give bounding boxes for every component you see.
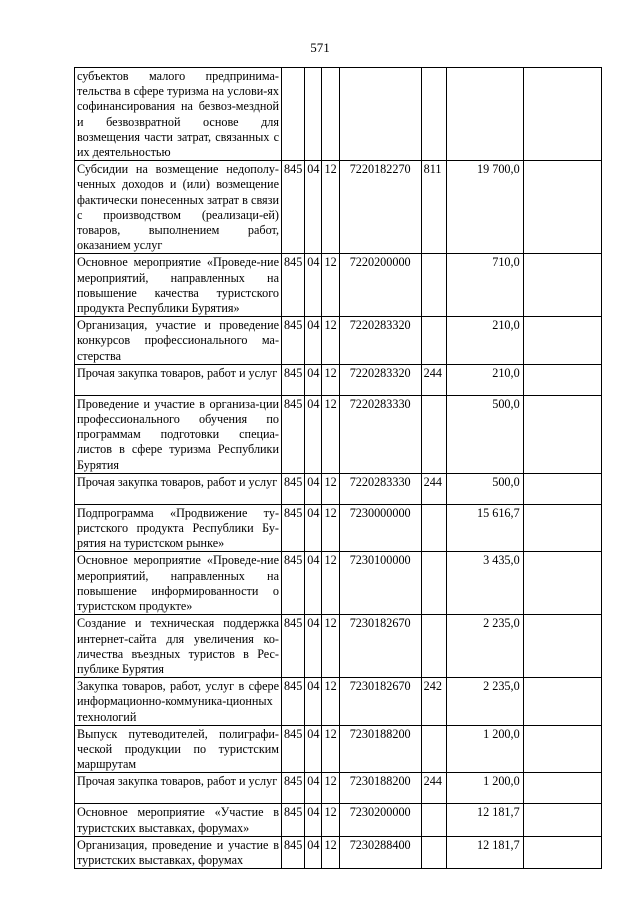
empty-cell bbox=[523, 254, 601, 317]
amount: 500,0 bbox=[446, 473, 523, 504]
row-name: Создание и техническая поддержка интернет-сайта для увеличения ко-личества въездных туристов в Рес-публике Бурятия bbox=[75, 615, 282, 678]
expense-type bbox=[421, 68, 446, 161]
subsection-code: 12 bbox=[322, 725, 339, 773]
section-code: 04 bbox=[305, 254, 322, 317]
empty-cell bbox=[523, 725, 601, 773]
target-article: 7230100000 bbox=[339, 552, 421, 615]
amount: 1 200,0 bbox=[446, 725, 523, 773]
target-article: 7230200000 bbox=[339, 804, 421, 836]
subsection-code: 12 bbox=[322, 504, 339, 552]
section-code: 04 bbox=[305, 395, 322, 473]
ministry-code bbox=[282, 68, 305, 161]
amount: 2 235,0 bbox=[446, 615, 523, 678]
expense-type bbox=[421, 504, 446, 552]
ministry-code: 845 bbox=[282, 364, 305, 395]
empty-cell bbox=[523, 552, 601, 615]
table-row bbox=[75, 678, 602, 726]
target-article: 7220200000 bbox=[339, 254, 421, 317]
expense-type: 242 bbox=[421, 678, 446, 726]
budget-table bbox=[74, 67, 602, 869]
subsection-code: 12 bbox=[322, 615, 339, 678]
target-article: 7220182270 bbox=[339, 161, 421, 254]
row-name: Основное мероприятие «Проведе-ние мероприятий, направленных на повышение качества туристского продукта Республики Бурятия» bbox=[75, 254, 282, 317]
subsection-code: 12 bbox=[322, 364, 339, 395]
table-row bbox=[75, 615, 602, 678]
empty-cell bbox=[523, 68, 601, 161]
ministry-code: 845 bbox=[282, 773, 305, 804]
table-row bbox=[75, 254, 602, 317]
empty-cell bbox=[523, 473, 601, 504]
amount: 12 181,7 bbox=[446, 836, 523, 868]
subsection-code: 12 bbox=[322, 161, 339, 254]
subsection-code: 12 bbox=[322, 804, 339, 836]
empty-cell bbox=[523, 161, 601, 254]
table-row bbox=[75, 364, 602, 395]
expense-type: 244 bbox=[421, 364, 446, 395]
amount: 3 435,0 bbox=[446, 552, 523, 615]
table-row bbox=[75, 836, 602, 868]
subsection-code: 12 bbox=[322, 473, 339, 504]
target-article: 7230288400 bbox=[339, 836, 421, 868]
section-code: 04 bbox=[305, 773, 322, 804]
ministry-code: 845 bbox=[282, 678, 305, 726]
section-code: 04 bbox=[305, 836, 322, 868]
target-article bbox=[339, 68, 421, 161]
amount: 710,0 bbox=[446, 254, 523, 317]
row-name: Основное мероприятие «Проведе-ние мероприятий, направленных на повышение информированности о туристском продукте» bbox=[75, 552, 282, 615]
empty-cell bbox=[523, 504, 601, 552]
expense-type: 244 bbox=[421, 473, 446, 504]
empty-cell bbox=[523, 804, 601, 836]
table-row bbox=[75, 773, 602, 804]
amount: 19 700,0 bbox=[446, 161, 523, 254]
row-name: Прочая закупка товаров, работ и услуг bbox=[75, 773, 282, 804]
ministry-code: 845 bbox=[282, 836, 305, 868]
section-code: 04 bbox=[305, 161, 322, 254]
ministry-code: 845 bbox=[282, 395, 305, 473]
row-name: Закупка товаров, работ, услуг в сфере информационно-коммуника-ционных технологий bbox=[75, 678, 282, 726]
ministry-code: 845 bbox=[282, 804, 305, 836]
ministry-code: 845 bbox=[282, 615, 305, 678]
subsection-code: 12 bbox=[322, 552, 339, 615]
section-code: 04 bbox=[305, 804, 322, 836]
subsection-code: 12 bbox=[322, 773, 339, 804]
section-code: 04 bbox=[305, 552, 322, 615]
row-name: Подпрограмма «Продвижение ту-ристского продукта Республики Бу-рятия на туристском рынке» bbox=[75, 504, 282, 552]
empty-cell bbox=[523, 836, 601, 868]
amount: 2 235,0 bbox=[446, 678, 523, 726]
table-row bbox=[75, 395, 602, 473]
ministry-code: 845 bbox=[282, 504, 305, 552]
expense-type bbox=[421, 836, 446, 868]
subsection-code: 12 bbox=[322, 836, 339, 868]
expense-type: 244 bbox=[421, 773, 446, 804]
target-article: 7220283320 bbox=[339, 364, 421, 395]
empty-cell bbox=[523, 615, 601, 678]
subsection-code: 12 bbox=[322, 254, 339, 317]
expense-type bbox=[421, 552, 446, 615]
row-name: Прочая закупка товаров, работ и услуг bbox=[75, 473, 282, 504]
subsection-code: 12 bbox=[322, 395, 339, 473]
expense-type bbox=[421, 317, 446, 365]
empty-cell bbox=[523, 773, 601, 804]
table-row bbox=[75, 68, 602, 161]
ministry-code: 845 bbox=[282, 552, 305, 615]
expense-type bbox=[421, 725, 446, 773]
section-code: 04 bbox=[305, 473, 322, 504]
subsection-code: 12 bbox=[322, 678, 339, 726]
ministry-code: 845 bbox=[282, 254, 305, 317]
row-name: Организация, проведение и участие в туристских выставках, форумах bbox=[75, 836, 282, 868]
amount: 12 181,7 bbox=[446, 804, 523, 836]
section-code: 04 bbox=[305, 504, 322, 552]
empty-cell bbox=[523, 395, 601, 473]
page-number: 571 bbox=[310, 40, 330, 55]
row-name: субъектов малого предпринима-тельства в сфере туризма на услови-ях софинансирования на безвоз-мездной и безвозвратной основе для возмещения части затрат, связанных с их деятельностью bbox=[75, 68, 282, 161]
target-article: 7230182670 bbox=[339, 615, 421, 678]
section-code bbox=[305, 68, 322, 161]
expense-type: 811 bbox=[421, 161, 446, 254]
target-article: 7230000000 bbox=[339, 504, 421, 552]
section-code: 04 bbox=[305, 678, 322, 726]
target-article: 7230188200 bbox=[339, 773, 421, 804]
section-code: 04 bbox=[305, 317, 322, 365]
ministry-code: 845 bbox=[282, 317, 305, 365]
row-name: Проведение и участие в организа-ции профессионального обучения по программам подготовки специа-листов в сфере туризма Республики Бурятия bbox=[75, 395, 282, 473]
table-row bbox=[75, 804, 602, 836]
table-row bbox=[75, 317, 602, 365]
ministry-code: 845 bbox=[282, 725, 305, 773]
expense-type bbox=[421, 615, 446, 678]
expense-type bbox=[421, 804, 446, 836]
empty-cell bbox=[523, 317, 601, 365]
row-name: Прочая закупка товаров, работ и услуг bbox=[75, 364, 282, 395]
row-name: Организация, участие и проведение конкурсов профессионального ма-стерства bbox=[75, 317, 282, 365]
target-article: 7230188200 bbox=[339, 725, 421, 773]
table-row bbox=[75, 161, 602, 254]
table-row bbox=[75, 552, 602, 615]
amount bbox=[446, 68, 523, 161]
empty-cell bbox=[523, 364, 601, 395]
subsection-code bbox=[322, 68, 339, 161]
section-code: 04 bbox=[305, 364, 322, 395]
ministry-code: 845 bbox=[282, 473, 305, 504]
amount: 15 616,7 bbox=[446, 504, 523, 552]
table-row bbox=[75, 504, 602, 552]
row-name: Субсидии на возмещение недополу-ченных доходов и (или) возмещение фактически понесенных затрат в связи с производством (реализаци-ей) товаров, выполнением работ, оказанием услуг bbox=[75, 161, 282, 254]
ministry-code: 845 bbox=[282, 161, 305, 254]
target-article: 7220283330 bbox=[339, 473, 421, 504]
expense-type bbox=[421, 395, 446, 473]
empty-cell bbox=[523, 678, 601, 726]
target-article: 7220283330 bbox=[339, 395, 421, 473]
table-row bbox=[75, 725, 602, 773]
expense-type bbox=[421, 254, 446, 317]
amount: 500,0 bbox=[446, 395, 523, 473]
table-row bbox=[75, 473, 602, 504]
section-code: 04 bbox=[305, 615, 322, 678]
target-article: 7220283320 bbox=[339, 317, 421, 365]
section-code: 04 bbox=[305, 725, 322, 773]
amount: 210,0 bbox=[446, 317, 523, 365]
target-article: 7230182670 bbox=[339, 678, 421, 726]
amount: 1 200,0 bbox=[446, 773, 523, 804]
amount: 210,0 bbox=[446, 364, 523, 395]
subsection-code: 12 bbox=[322, 317, 339, 365]
row-name: Выпуск путеводителей, полиграфи-ческой продукции по туристским маршрутам bbox=[75, 725, 282, 773]
row-name: Основное мероприятие «Участие в туристских выставках, форумах» bbox=[75, 804, 282, 836]
